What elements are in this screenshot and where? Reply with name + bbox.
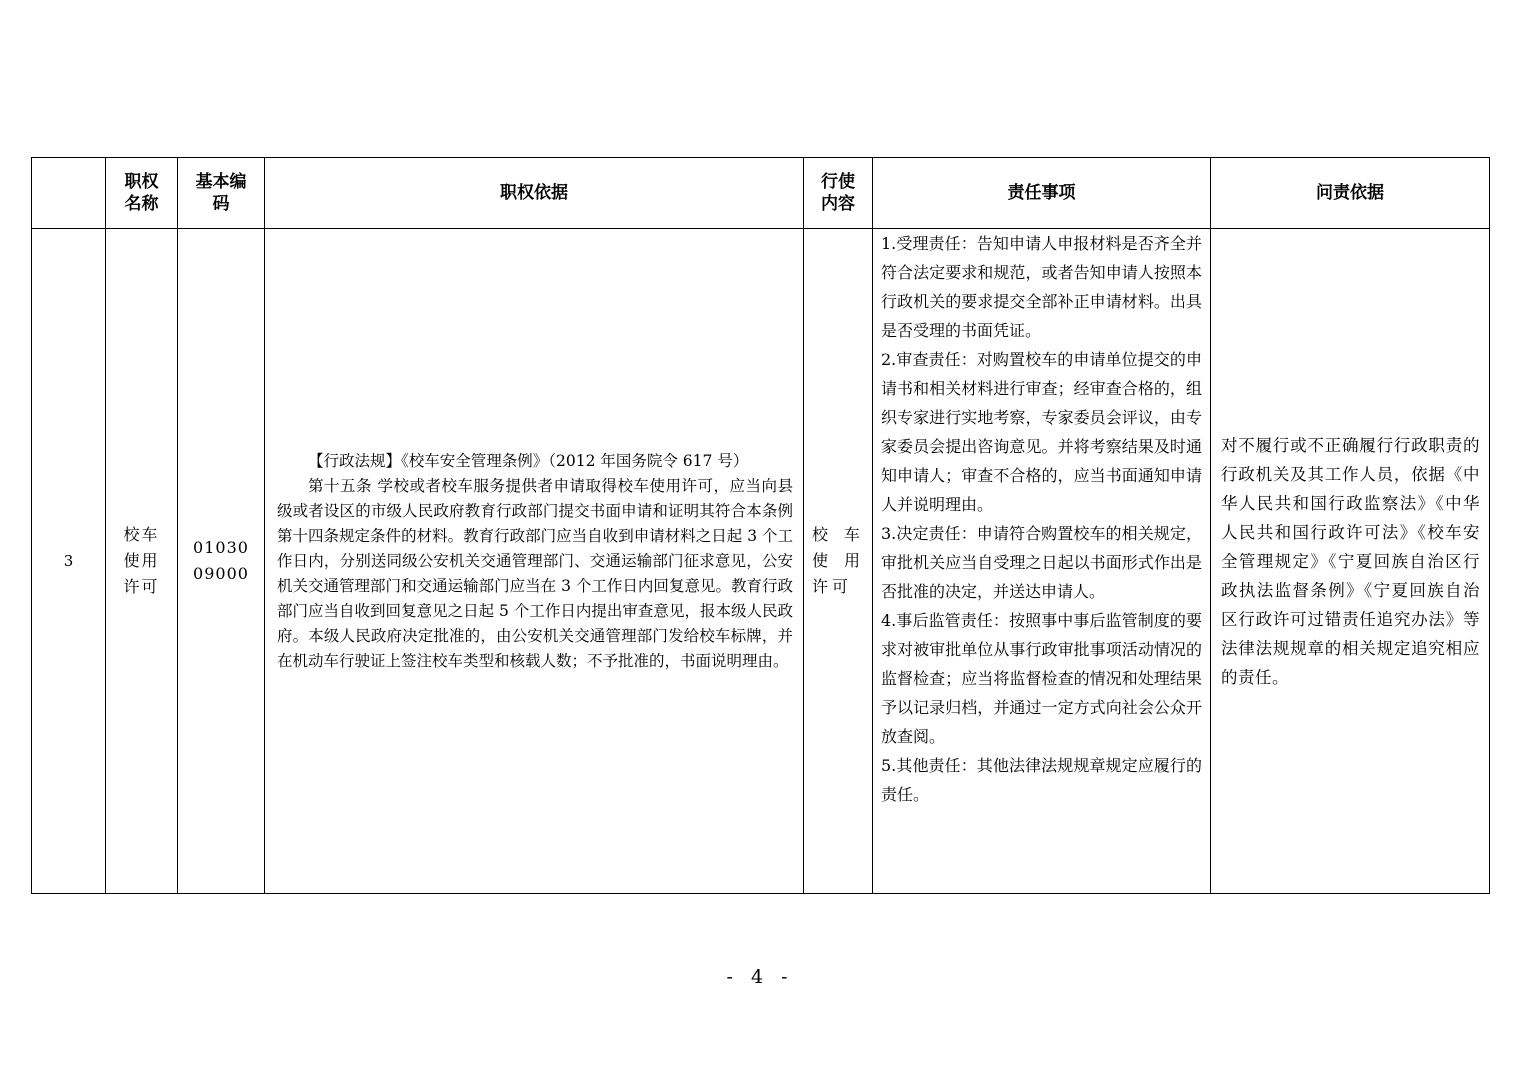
row-exercise: 校车使用许可 — [812, 525, 864, 596]
header-name-label: 职权名称 — [124, 172, 159, 214]
authority-table — [31, 157, 1490, 894]
table-row — [32, 229, 1490, 894]
header-index — [32, 158, 106, 229]
header-exercise — [804, 158, 873, 229]
responsibility-item: 1.受理责任：告知申请人申报材料是否齐全并符合法定要求和规范，或者告知申请人按照本行政机关的要求提交全部补正申请材料。出具是否受理的书面凭证。 — [881, 234, 1202, 340]
row-code: 0103009000 — [193, 538, 249, 583]
row-code-cell — [178, 229, 265, 894]
header-exercise-label: 行使内容 — [821, 172, 855, 214]
row-name: 校车使用许可 — [123, 525, 160, 596]
header-code-label: 基本编码 — [195, 172, 247, 214]
row-basis — [265, 229, 804, 894]
row-name-cell — [106, 229, 178, 894]
row-exercise-cell — [804, 229, 873, 894]
header-name — [106, 158, 178, 229]
header-code — [178, 158, 265, 229]
basis-regulation-title: 【行政法规】《校车安全管理条例》（2012 年国务院令 617 号） — [308, 451, 749, 470]
header-accountability: 问责依据 — [1211, 158, 1490, 229]
responsibility-item: 3.决定责任：申请符合购置校车的相关规定，审批机关应当自受理之日起以书面形式作出是否批准的决定，并送达申请人。 — [881, 524, 1202, 601]
basis-article-text: 第十五条 学校或者校车服务提供者申请取得校车使用许可，应当向县级或者设区的市级人民政府教育行政部门提交书面申请和证明其符合本条例第十四条规定条件的材料。教育行政部门应当自收到申请材料之日起 3 个工作日内，分别送同级公安机关交通管理部门、交通运输部门征求意见，公安机关交通管理部门和交通运输部门应当在 3 个工作日内回复意见。教育行政部门应当自收到回复意见之日起 5 个工作日内提出审查意见，报本级人民政府。本级人民政府决定批准的，由公安机关交通管理部门发给校车标牌，并在机动车行驶证上签注校车类型和核载人数；不予批准的，书面说明理由。 — [277, 476, 793, 670]
row-index: 3 — [32, 229, 106, 894]
page-number: - 4 - — [726, 966, 794, 988]
responsibility-item: 4.事后监管责任：按照事中事后监管制度的要求对被审批单位从事行政审批事项活动情况的监督检查；应当将监督检查的情况和处理结果予以记录归档，并通过一定方式向社会公众开放查阅。 — [881, 611, 1202, 746]
row-accountability: 对不履行或不正确履行行政职责的行政机关及其工作人员，依据《中华人民共和国行政监察法》《中华人民共和国行政许可法》《校车安全管理规定》《宁夏回族自治区行政执法监督条例》《宁夏回族自治区行政许可过错责任追究办法》等法律法规规章的相关规定追究相应的责任。 — [1211, 229, 1490, 894]
header-basis: 职权依据 — [265, 158, 804, 229]
header-responsibility: 责任事项 — [873, 158, 1211, 229]
responsibility-item: 2.审查责任：对购置校车的申请单位提交的申请书和相关材料进行审查；经审查合格的，组织专家进行实地考察，专家委员会评议，由专家委员会提出咨询意见。并将考察结果及时通知申请人；审查不合格的，应当书面通知申请人并说明理由。 — [881, 350, 1202, 514]
responsibility-item: 5.其他责任：其他法律法规规章规定应履行的责任。 — [881, 756, 1202, 804]
row-responsibility — [873, 229, 1211, 894]
header-row — [32, 158, 1490, 229]
